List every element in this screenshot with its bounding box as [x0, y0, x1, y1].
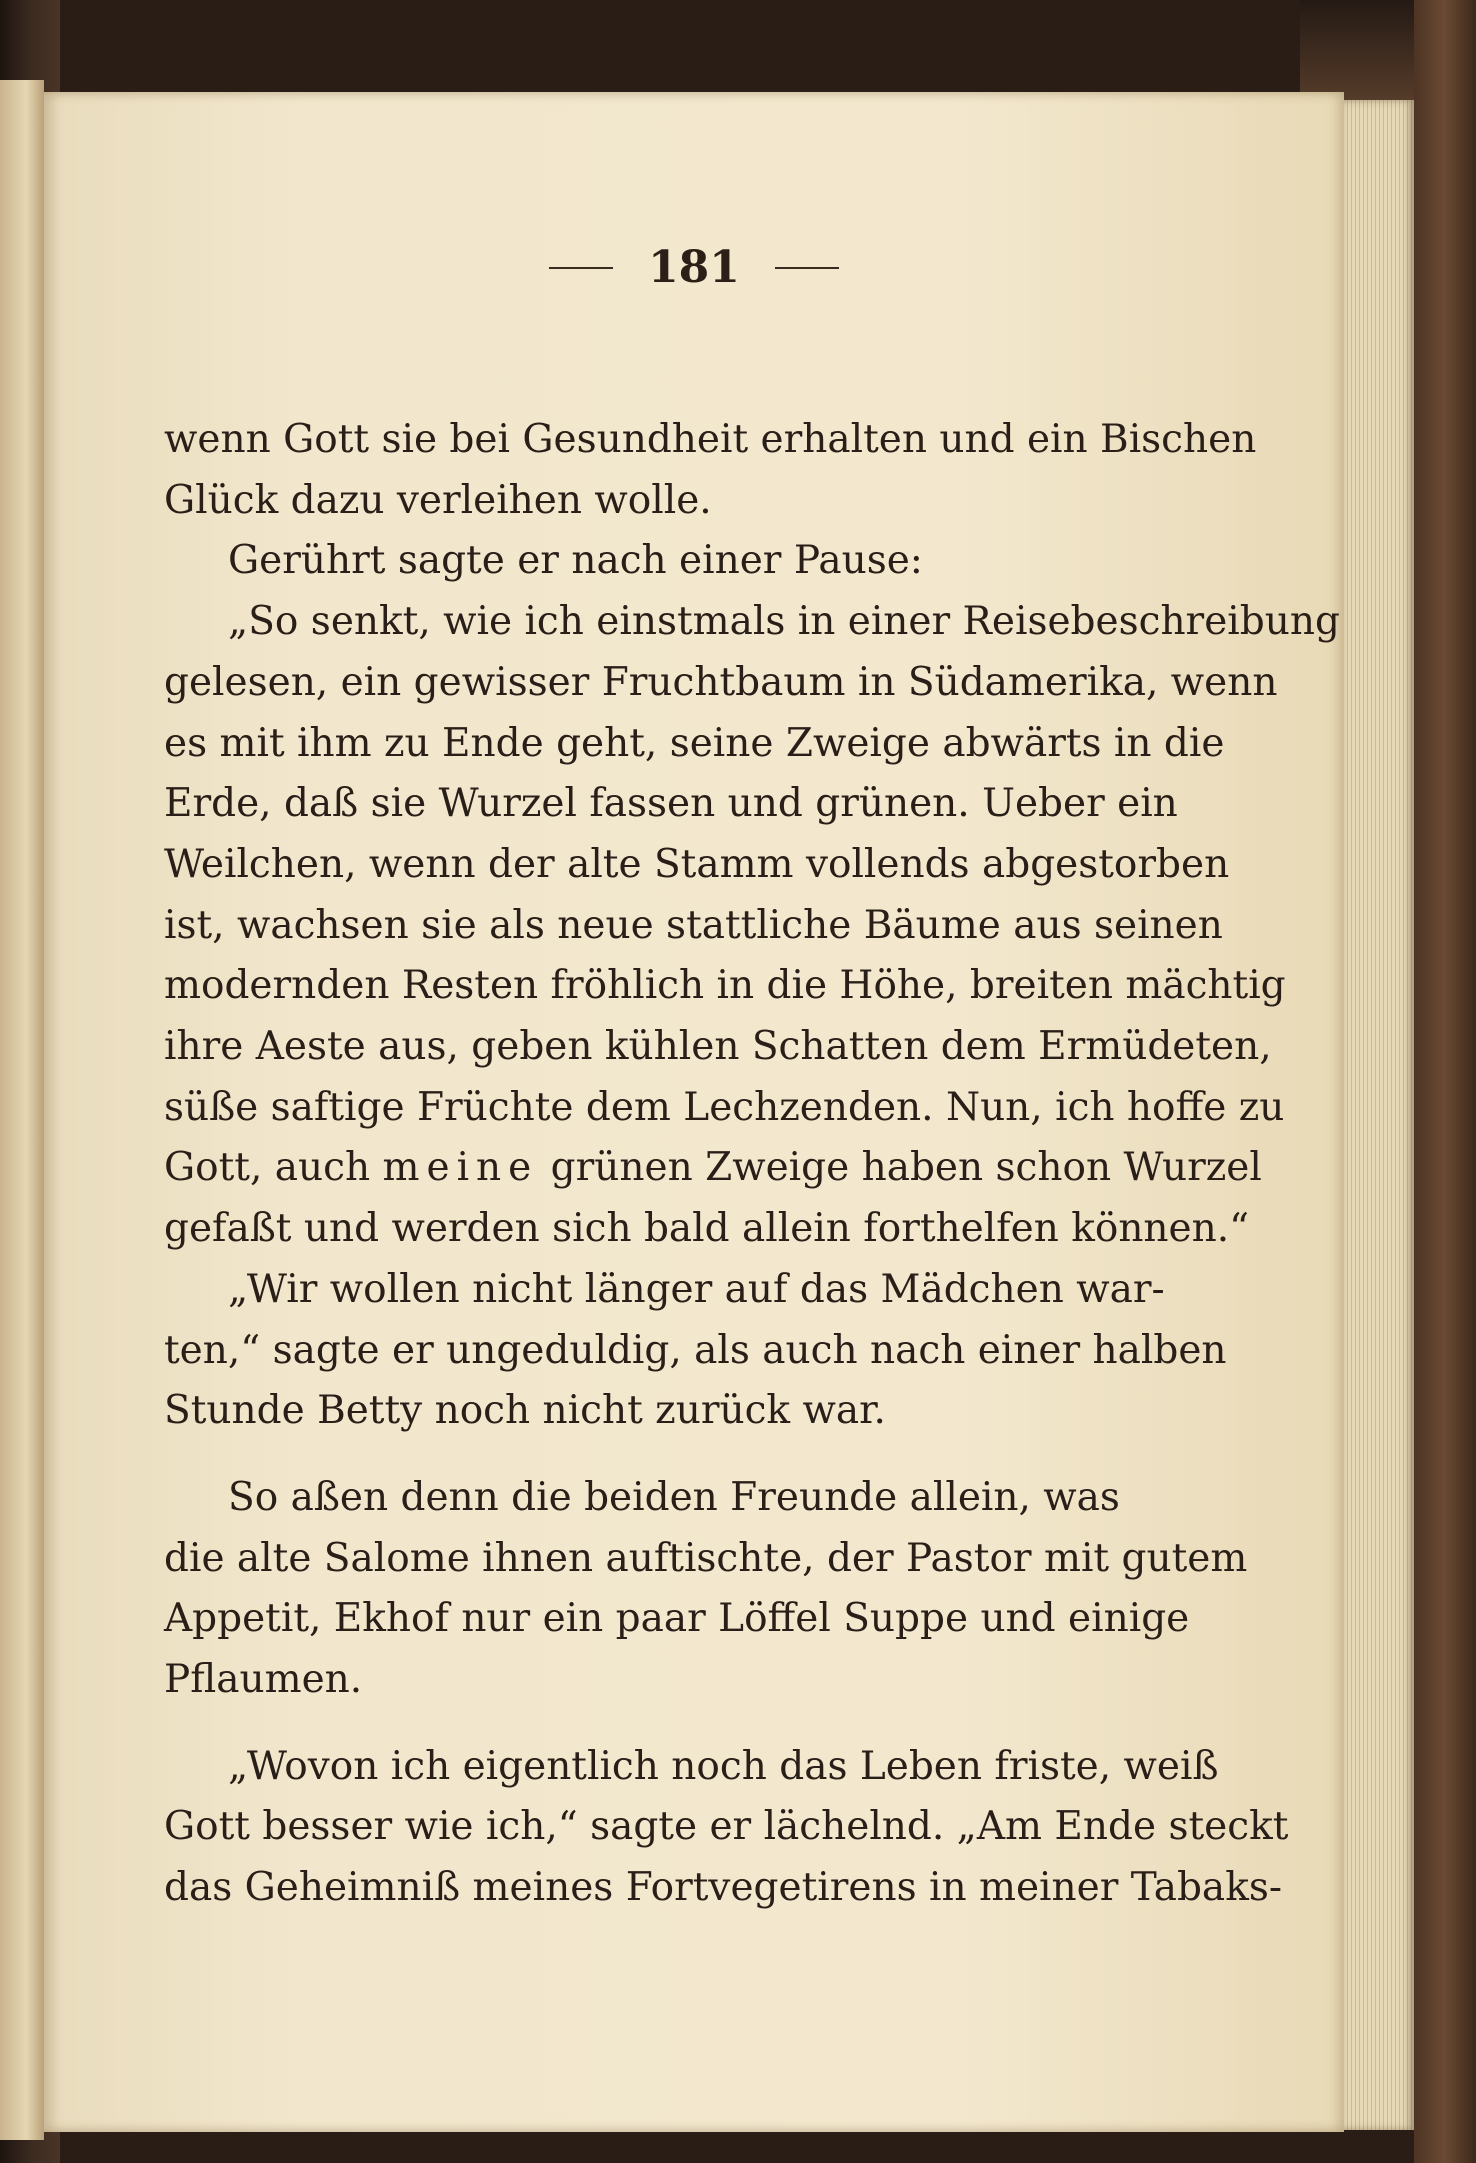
paragraph — [164, 1260, 1227, 1442]
paragraph-gap — [164, 1442, 1112, 1468]
text-line: ten,“ sagte er ungeduldig, als auch nach einer halben — [164, 1327, 1227, 1373]
text-line: „Wovon ich eigentlich noch das Leben friste, weiß — [228, 1743, 1219, 1789]
text-line: Glück dazu verleihen wolle. — [164, 477, 712, 523]
text-line: Erde, daß sie Wurzel fassen und grünen. Ueber ein — [164, 781, 1178, 827]
text-line: gefaßt und werden sich bald allein forthelfen können.“ — [164, 1206, 1250, 1252]
text-fragment: grünen Zweige haben schon Wurzel — [550, 1145, 1262, 1191]
text-line: wenn Gott sie bei Gesundheit erhalten und ein Bischen — [164, 417, 1257, 462]
emphasized-word: meine — [382, 1145, 539, 1191]
text-line: modernden Resten fröhlich in die Höhe, breiten mächtig — [164, 963, 1286, 1009]
text-line: Stunde Betty noch nicht zurück war. — [164, 1388, 886, 1434]
text-line: Gott besser wie ich,“ sagte er lächelnd. „Am Ende steckt — [164, 1804, 1289, 1850]
text-line: ist, wachsen sie als neue stattliche Bäume aus seinen — [164, 902, 1223, 948]
text-line: gelesen, ein gewisser Fruchtbaum in Südamerika, wenn — [164, 659, 1278, 705]
book-cover-right — [1414, 0, 1476, 2163]
text-line: „Wir wollen nicht länger auf das Mädchen war- — [228, 1266, 1165, 1312]
book-page — [44, 92, 1344, 2132]
text-line: Pflaumen. — [164, 1657, 363, 1703]
page-header — [44, 242, 1344, 293]
body-text — [164, 410, 1340, 1919]
text-line: Appetit, Ekhof nur ein paar Löffel Suppe und einige — [164, 1596, 1190, 1642]
page-stack-edge — [1344, 100, 1414, 2130]
page-number: 181 — [648, 242, 740, 293]
text-line: das Geheimniß meines Fortvegetirens in meiner Tabaks- — [164, 1865, 1283, 1911]
header-rule-left — [549, 267, 613, 269]
text-line: So aßen denn die beiden Freunde allein, was — [228, 1474, 1120, 1520]
text-line: ihre Aeste aus, geben kühlen Schatten dem Ermüdeten, — [164, 1024, 1272, 1070]
paragraph-gap — [164, 1711, 1112, 1737]
text-line-emphasis — [164, 1138, 1262, 1199]
text-line: Weilchen, wenn der alte Stamm vollends abgestorben — [164, 841, 1230, 887]
text-fragment: Gott, auch — [164, 1145, 371, 1191]
paragraph — [164, 531, 1112, 592]
text-line: Gerührt sagte er nach einer Pause: — [228, 538, 923, 584]
paragraph — [164, 1468, 1248, 1711]
text-line: die alte Salome ihnen auftischte, der Pastor mit gutem — [164, 1535, 1248, 1581]
text-line: „So senkt, wie ich einstmals in einer Reisebeschreibung — [228, 599, 1340, 645]
text-line: süße saftige Früchte dem Lechzenden. Nun, ich hoffe zu — [164, 1084, 1285, 1130]
paragraph — [164, 410, 1257, 531]
left-page-edge — [0, 80, 44, 2140]
header-rule-right — [775, 267, 839, 269]
text-line: es mit ihm zu Ende geht, seine Zweige abwärts in die — [164, 720, 1225, 766]
paragraph — [164, 592, 1340, 1260]
paragraph — [164, 1737, 1289, 1919]
